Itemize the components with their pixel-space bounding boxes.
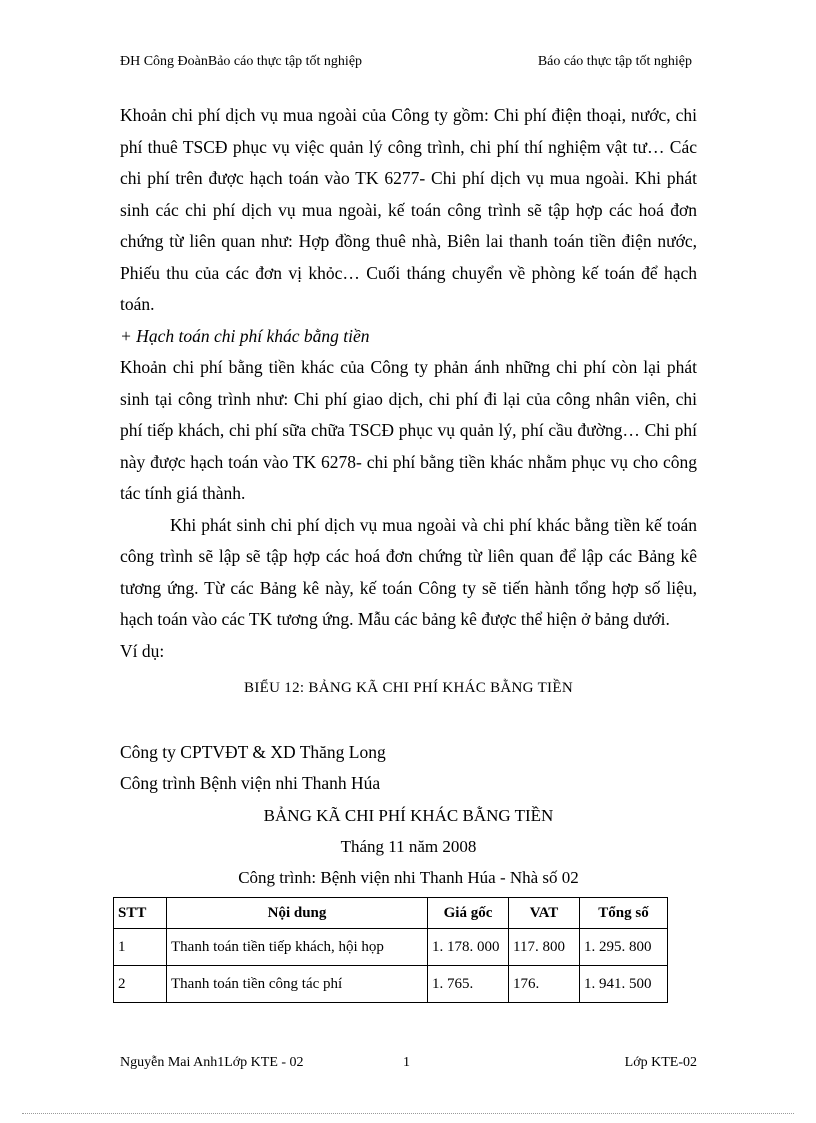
table-row	[114, 966, 668, 1003]
cell-vat: 176.	[509, 966, 580, 1003]
subheading: + Hạch toán chi phí khác bằng tiền	[120, 325, 370, 346]
table-header-row	[114, 898, 668, 929]
table-project: Công trình: Bệnh viện nhi Thanh Húa - Nhà số 02	[238, 868, 579, 887]
header-left: ĐH Công ĐoànBảo cáo thực tập tốt nghiệp	[120, 54, 363, 69]
header-total: Tổng số	[580, 898, 668, 929]
footer-right: Lớp KTE-02	[624, 1055, 697, 1070]
table-title: BẢNG KÃ CHI PHÍ KHÁC BẰNG TIỀN	[263, 806, 554, 825]
company-name: Công ty CPTVĐT & XD Thăng Long	[120, 742, 386, 762]
table-month: Tháng 11 năm 2008	[340, 837, 477, 856]
header-vat: VAT	[509, 898, 580, 929]
table-row	[114, 929, 668, 966]
paragraph-1: Khoản chi phí dịch vụ mua ngoài của Công ty gồm: Chi phí điện thoại, nước, chi phí thuê TSCĐ phục vụ việc quản lý công trình, chi phí thí nghiệm vật tư… Các chi phí trên được hạch toán vào TK 6277- Chi phí dịch vụ mua ngoài. Khi phát sinh các chi phí dịch vụ mua ngoài, kế toán công trình sẽ tập hợp các hoá đơn chứng từ liên quan như: Hợp đồng thuê nhà, Biên lai thanh toán tiền điện nước, Phiếu thu của các đơn vị khỏc… Cuối tháng chuyển về phòng kế toán để hạch toán.	[120, 105, 697, 314]
header-stt: STT	[114, 898, 167, 929]
paragraph-3: Khi phát sinh chi phí dịch vụ mua ngoài và chi phí khác bằng tiền kế toán công trình sẽ lập sẽ tập hợp các hoá đơn chứng từ liên quan để lập các Bảng kê tương ứng. Từ các Bảng kê này, kế toán Công ty sẽ tiến hành tổng hợp số liệu, hạch toán vào các TK tương ứng. Mẫu các bảng kê được thể hiện ở bảng dưới.	[120, 514, 697, 629]
page-number: 1	[403, 1055, 410, 1070]
page-bottom-divider	[22, 1113, 794, 1114]
project-name: Công trình Bệnh viện nhi Thanh Húa	[120, 773, 381, 793]
page-footer	[120, 1055, 697, 1075]
cell-total: 1. 295. 800	[580, 929, 668, 966]
header-original-price: Giá gốc	[428, 898, 509, 929]
paragraph-2: Khoản chi phí bằng tiền khác của Công ty phản ánh những chi phí còn lại phát sinh tại công trình như: Chi phí giao dịch, chi phí đi lại của công nhân viên, chi phí tiếp khách, chi phí sữa chữa TSCĐ phục vụ quản lý, phí cầu đường… Chi phí này được hạch toán vào TK 6278- chi phí bằng tiền khác nhằm phục vụ cho công tác tính giá thành.	[120, 357, 697, 503]
header-content: Nội dung	[167, 898, 428, 929]
cell-content: Thanh toán tiền công tác phí	[167, 966, 428, 1003]
cell-stt: 1	[114, 929, 167, 966]
body-text	[120, 100, 697, 667]
expense-table	[113, 897, 668, 1003]
figure-title: BIỂU 12: BẢNG KÃ CHI PHÍ KHÁC BẰNG TIỀN	[244, 680, 573, 696]
company-block	[120, 737, 697, 799]
header-right: Báo cáo thực tập tốt nghiệp	[537, 54, 692, 69]
cell-vat: 117. 800	[509, 929, 580, 966]
footer-left: Nguyễn Mai Anh1Lớp KTE - 02	[120, 1055, 304, 1070]
cell-stt: 2	[114, 966, 167, 1003]
cell-total: 1. 941. 500	[580, 966, 668, 1003]
cell-content: Thanh toán tiền tiếp khách, hội họp	[167, 929, 428, 966]
page-header	[120, 54, 692, 74]
cell-original-price: 1. 765.	[428, 966, 509, 1003]
example-label: Ví dụ:	[120, 640, 165, 661]
table-title-block	[120, 800, 697, 893]
cell-original-price: 1. 178. 000	[428, 929, 509, 966]
